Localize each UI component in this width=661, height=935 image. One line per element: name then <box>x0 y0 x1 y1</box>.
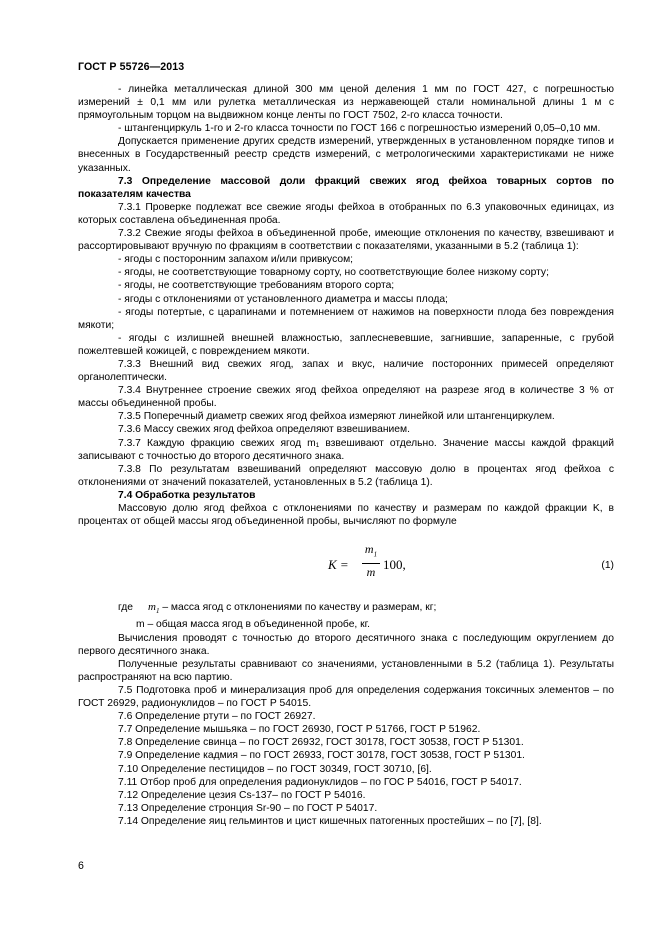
formula-fraction <box>362 543 380 578</box>
paragraph-7-13: 7.13 Определение стронция Sr-90 – по ГОСТ Р 54017. <box>118 802 378 814</box>
section-heading-7-4: 7.4 Обработка результатов <box>118 489 256 501</box>
formula-lhs: K = <box>328 557 349 573</box>
list-item-diameter-deviation: - ягоды с отклонениями от установленного диаметра и массы плода; <box>118 293 448 305</box>
document-header: ГОСТ Р 55726—2013 <box>78 61 185 73</box>
list-item-foreign-smell: - ягоды с посторонним запахом и/или привкусом; <box>118 254 354 266</box>
paragraph-ruler: - линейка металлическая длиной 300 мм ценой деления 1 мм по ГОСТ 427, с погрешностью измерений ± 0,1 мм или рулетка металлическая из нержавеющей стали номинальной длины 1 м с прямоугольным торцом на выдвижном конце ленты по ГОСТ 7502, 2-го класса точности. <box>78 84 614 122</box>
paragraph-7-11: 7.11 Отбор проб для определения радионуклидов – по ГОС Р 54016, ГОСТ Р 54017. <box>118 776 522 788</box>
where-m1: где $m_1$ – масса ягод с отклонениями по качеству и размерам, кг; <box>118 601 437 616</box>
paragraph-7-9: 7.9 Определение кадмия – по ГОСТ 26933, ГОСТ 30178, ГОСТ 30538, ГОСТ Р 51301. <box>118 750 525 762</box>
paragraph-7-3-4: 7.3.4 Внутреннее строение свежих ягод фейхоа определяют на разрезе ягод в количестве 3 % от массы объединенной пробы. <box>78 385 614 410</box>
page-number: 6 <box>78 860 84 872</box>
paragraph-caliper: - штангенциркуль 1-го и 2-го класса точности по ГОСТ 166 с погрешностью измерений 0,05–0,10 мм. <box>118 123 601 135</box>
paragraph-other-instruments: Допускается применение других средств измерений, утвержденных в установленном порядке типов и внесенных в Государственный реестр средств измерений, с метрологическими характеристиками не ниже указанных. <box>78 136 614 174</box>
paragraph-7-3-7: 7.3.7 Каждую фракцию свежих ягод m₁ взвешивают отдельно. Значение массы каждой фракций записывают с точностью до второго десятичного знака. <box>78 437 614 462</box>
paragraph-calculation: Вычисления проводят с точностью до второго десятичного знака с последующим округлением до первого десятичного знака. <box>78 632 614 657</box>
where-m: m – общая масса ягод в объединенной пробе, кг. <box>136 619 371 631</box>
paragraph-7-14: 7.14 Определение яиц гельминтов и цист кишечных патогенных простейших – по [7], [8]. <box>118 815 542 827</box>
paragraph-7-8: 7.8 Определение свинца – по ГОСТ 26932, ГОСТ 30178, ГОСТ 30538, ГОСТ Р 51301. <box>118 737 524 749</box>
paragraph-7-5: 7.5 Подготовка проб и минерализация проб для определения содержания токсичных элементов – по ГОСТ 26929, радионуклидов – по ГОСТ Р 54015. <box>78 684 614 710</box>
paragraph-7-3-8: 7.3.8 По результатам взвешиваний определяют массовую долю в процентах ягод фейхоа с отклонениями от значений показателей, установленных в 5.2 (таблица 1). <box>78 463 614 488</box>
paragraph-7-4: Массовую долю ягод фейхоа с отклонениями по качеству и размерам по каждой фракции K, в процентах от общей массы ягод объединенной пробы, вычисляют по формуле <box>78 503 614 528</box>
formula-numerator: $m_1$ <box>364 542 378 559</box>
formula-number: (1) <box>601 560 614 572</box>
paragraph-7-6: 7.6 Определение ртути – по ГОСТ 26927. <box>118 711 316 723</box>
formula-denominator: m <box>366 564 376 579</box>
list-item-moist-moldy: - ягоды с излишней внешней влажностью, заплесневевшие, загнившие, запаренные, с грубой пожелтевшей кожицей, с повреждением мякоти. <box>78 332 614 357</box>
paragraph-7-3-6: 7.3.6 Массу свежих ягод фейхоа определяют взвешиванием. <box>118 424 410 436</box>
paragraph-results: Полученные результаты сравнивают со значениями, установленными в 5.2 (таблица 1). Результаты распространяют на всю партию. <box>78 658 614 683</box>
paragraph-7-3-1: 7.3.1 Проверке подлежат все свежие ягоды фейхоа в отобранных по 6.3 упаковочных единицах, из которых составлена объединенная проба. <box>78 201 614 226</box>
list-item-not-second-grade: - ягоды, не соответствующие требованиям второго сорта; <box>118 280 395 292</box>
list-item-scratched: - ягоды потертые, с царапинами и потемнением от нажимов на поверхности плода без повреждения мякоти; <box>78 306 614 331</box>
fraction-bar <box>362 563 380 564</box>
paragraph-7-3-5: 7.3.5 Поперечный диаметр свежих ягод фейхоа измеряют линейкой или штангенциркулем. <box>118 411 555 423</box>
formula-1 <box>78 537 614 595</box>
formula-multiplier: 100, <box>383 557 406 573</box>
list-item-lower-grade: - ягоды, не соответствующие товарному сорту, но соответствующие более низкому сорту; <box>118 267 549 279</box>
paragraph-7-7: 7.7 Определение мышьяка – по ГОСТ 26930, ГОСТ Р 51766, ГОСТ Р 51962. <box>118 724 481 736</box>
paragraph-7-3-2: 7.3.2 Свежие ягоды фейхоа в объединенной пробе, имеющие отклонения по качеству, взвешивают и рассортировывают вручную по фракциям в соответствии с показателями, указанными в 5.2 (таблица 1): <box>78 228 614 253</box>
paragraph-7-12: 7.12 Определение цезия Cs-137– по ГОСТ Р 54016. <box>118 789 366 801</box>
page-content <box>78 83 614 828</box>
section-heading-7-3: 7.3 Определение массовой доли фракций свежих ягод фейхоа товарных сортов по показателям качества <box>78 175 614 200</box>
paragraph-7-10: 7.10 Определение пестицидов – по ГОСТ 30349, ГОСТ 30710, [6]. <box>118 763 432 775</box>
paragraph-7-3-3: 7.3.3 Внешний вид свежих ягод, запах и вкус, наличие посторонних примесей определяют органолептически. <box>78 358 614 384</box>
